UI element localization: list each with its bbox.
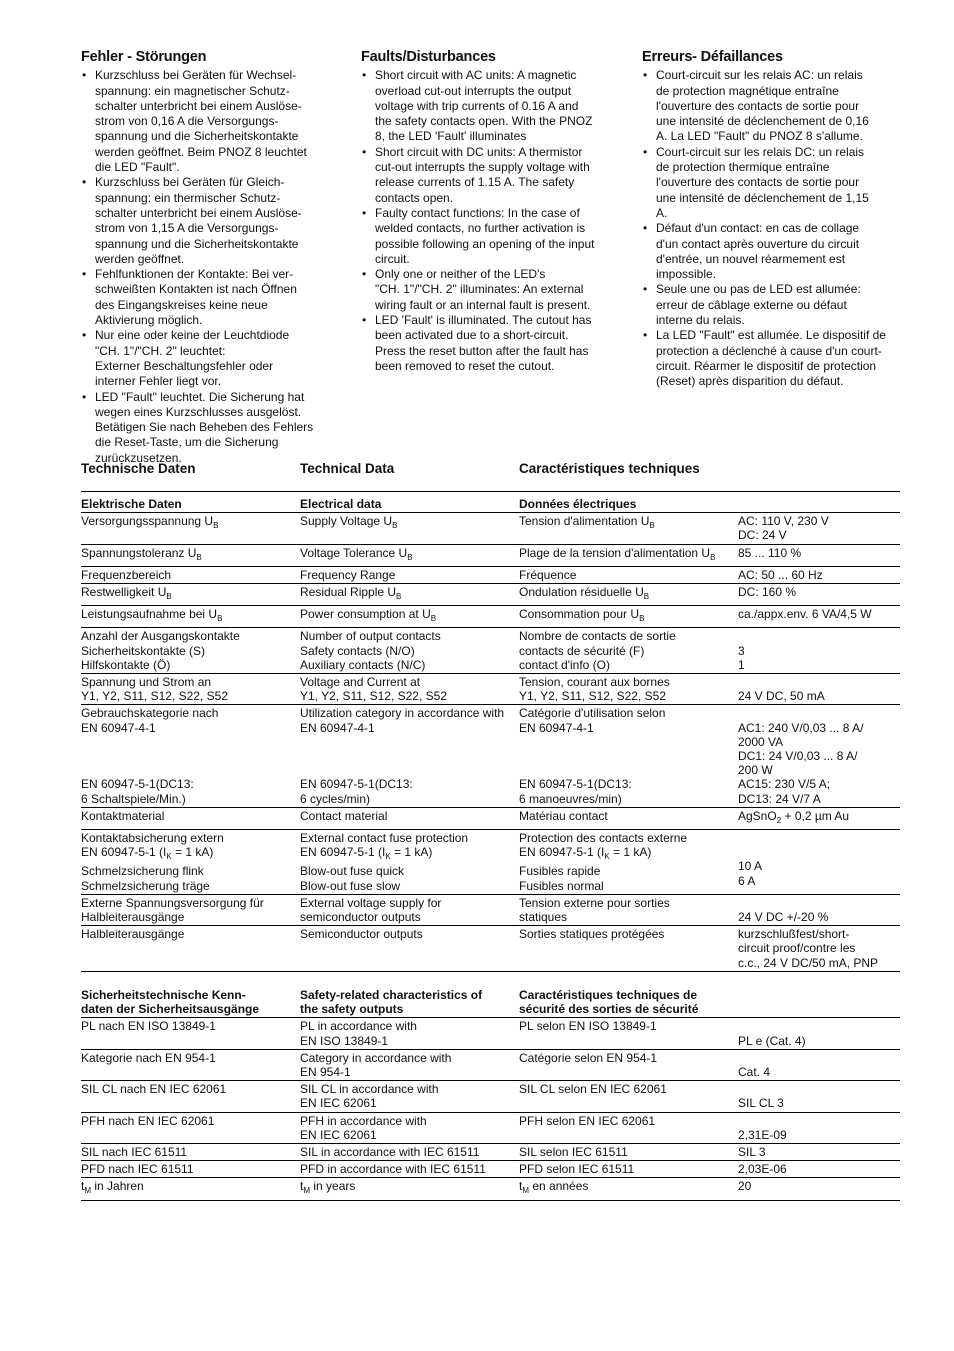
table-row [81, 1178, 900, 1200]
table-row [81, 584, 900, 606]
table-row [81, 513, 900, 544]
table-row [81, 1112, 900, 1143]
table-cell: Matériau contact [519, 807, 738, 829]
fault-item: • Kurzschluss bei Geräten für Gleich- spannung: ein thermischer Schutz- schalter unterbricht bei einem Auslöse- strom von 1,15 A die Versorgungs- spannung und die Sicherheitskontakte werden geöffnet. [95, 175, 333, 267]
table-cell: Contact material [300, 807, 519, 829]
table-cell: PL nach EN ISO 13849-1 [81, 1018, 300, 1049]
fault-item: • Kurzschluss bei Geräten für Wechsel- spannung: ein magnetischer Schutz- schalter unterbricht bei einem Auslöse- strom von 0,16 A die Versorgungs- spannung und die Sicherheitskontakte werden geöffnet. Beim PNOZ 8 leuchtet die LED "Fault". [95, 68, 333, 175]
table-cell: Consommation pour $U_B$ [519, 606, 738, 628]
technical-data-titles [81, 461, 900, 492]
fault-item: • Fehlfunktionen der Kontakte: Bei ver- schweißten Kontakten ist nach Öffnen des Eingangskreises keine neue Aktivierung möglich. [95, 267, 333, 328]
table-row [81, 1049, 900, 1080]
table-cell: External contact fuse protection EN 60947-5-1 ($I_K = 1$ kA) Blow-out fuse quick Blow-out fuse slow [300, 830, 519, 895]
table-cell: AC1: 240 V/0,03 ... 8 A/ 2000 VA DC1: 24 V/0,03 ... 8 A/ 200 W AC15: 230 V/5 A; DC13: 24 V/7 A [738, 705, 900, 807]
fault-list [642, 68, 894, 389]
table-cell: Utilization category in accordance with EN 60947-4-1 EN 60947-5-1(DC13: 6 cycles/min) [300, 705, 519, 807]
table-cell: SIL in accordance with IEC 61511 [300, 1143, 519, 1160]
table-cell: AgSnO$_2$ + 0,2 µm Au [738, 807, 900, 829]
table-cell: External voltage supply for semiconductor outputs [300, 894, 519, 925]
table-row [81, 1161, 900, 1178]
table-row [81, 1143, 900, 1160]
table-cell: 20 [738, 1178, 900, 1200]
table-cell: Elektrische Daten [81, 496, 300, 513]
table-cell: Safety-related characteristics of the safety outputs [300, 971, 519, 1017]
table-cell: Versorgungsspannung $U_B$ [81, 513, 300, 544]
table-cell: PL e (Cat. 4) [738, 1018, 900, 1049]
fault-list [81, 68, 333, 466]
section-heading: Fehler - Störungen [81, 49, 207, 65]
fault-item: • Défaut d'un contact: en cas de collage d'un contact après ouverture du circuit d'entrée, un nouvel réarmement est impossible. [656, 221, 894, 282]
table-cell [738, 971, 900, 1017]
table-cell: Kategorie nach EN 954-1 [81, 1049, 300, 1080]
fault-item: • Court-circuit sur les relais DC: un relais de protection thermique entraîne l'ouverture des contacts de sortie pour une intensité de déclenchement de 1,15 A. [656, 145, 894, 221]
table-row [81, 705, 900, 807]
table-cell: Tension externe pour sorties statiques [519, 894, 738, 925]
table-cell: SIL CL selon EN IEC 62061 [519, 1081, 738, 1112]
table-cell: Données électriques [519, 496, 738, 513]
fault-item: • Short circuit with AC units: A magnetic overload cut-out interrupts the output voltage with trip currents of 0.16 A and the safety contacts open. With the PNOZ 8, the LED 'Fault' illuminates [375, 68, 613, 144]
table-cell: Electrical data [300, 496, 519, 513]
table-cell: Catégorie d'utilisation selon EN 60947-4-1 EN 60947-5-1(DC13: 6 manoeuvres/min) [519, 705, 738, 807]
table-cell: $t_M$ en années [519, 1178, 738, 1200]
table-cell: Supply Voltage $U_B$ [300, 513, 519, 544]
table-cell: Spannung und Strom an Y1, Y2, S11, S12, S22, S52 [81, 674, 300, 705]
table-cell: kurzschlußfest/short- circuit proof/contre les c.c., 24 V DC/50 mA, PNP [738, 926, 900, 972]
table-cell: Tension d'alimentation $U_B$ [519, 513, 738, 544]
table-cell: PFD selon IEC 61511 [519, 1161, 738, 1178]
faults-column-en [361, 50, 613, 374]
table-cell: Voltage Tolerance $U_B$ [300, 544, 519, 566]
table-cell: Restwelligkeit $U_B$ [81, 584, 300, 606]
table-cell: SIL CL nach EN IEC 62061 [81, 1081, 300, 1112]
table-cell: Semiconductor outputs [300, 926, 519, 972]
table-cell: 85 ... 110 % [738, 544, 900, 566]
table-cell: 3 1 [738, 628, 900, 674]
table-cell: Anzahl der Ausgangskontakte Sicherheitskontakte (S) Hilfskontakte (Ö) [81, 628, 300, 674]
table-row [81, 606, 900, 628]
fault-item: • Short circuit with DC units: A thermistor cut-out interrupts the supply voltage with release currents of 1.15 A. The safety contacts open. [375, 145, 613, 206]
table-row [81, 926, 900, 972]
table-cell: PL selon EN ISO 13849-1 [519, 1018, 738, 1049]
table-row [81, 566, 900, 583]
table-cell: Sorties statiques protégées [519, 926, 738, 972]
table-cell: Halbleiterausgänge [81, 926, 300, 972]
faults-column-de [81, 50, 333, 466]
table-cell: Voltage and Current at Y1, Y2, S11, S12, S22, S52 [300, 674, 519, 705]
table-cell: DC: 160 % [738, 584, 900, 606]
table-cell: Kontaktabsicherung extern EN 60947-5-1 ($I_K = 1$ kA) Schmelzsicherung flink Schmelzsicherung träge [81, 830, 300, 895]
table-cell: Frequency Range [300, 566, 519, 583]
table-cell: Cat. 4 [738, 1049, 900, 1080]
table-cell: 24 V DC +/-20 % [738, 894, 900, 925]
table-row [81, 894, 900, 925]
table-cell: Leistungsaufnahme bei $U_B$ [81, 606, 300, 628]
faults-column-fr [642, 50, 894, 390]
table-row [81, 807, 900, 829]
table-cell: ca./appx.env. 6 VA/4,5 W [738, 606, 900, 628]
table-cell: Protection des contacts externe EN 60947-5-1 ($I_K = 1$ kA) Fusibles rapide Fusibles normal [519, 830, 738, 895]
table-cell: 2,03E-06 [738, 1161, 900, 1178]
table-row [81, 674, 900, 705]
title-de: Technische Daten [81, 461, 196, 476]
section-heading: Faults/Disturbances [361, 49, 496, 65]
table-cell: Externe Spannungsversorgung für Halbleiterausgänge [81, 894, 300, 925]
table-cell: PFH in accordance with EN IEC 62061 [300, 1112, 519, 1143]
fault-item: • Seule une ou pas de LED est allumée: erreur de câblage externe ou défaut interne du relais. [656, 282, 894, 328]
table-row [81, 830, 900, 895]
table-cell: Gebrauchskategorie nach EN 60947-4-1 EN 60947-5-1(DC13: 6 Schaltspiele/Min.) [81, 705, 300, 807]
table-cell: Plage de la tension d'alimentation $U_B$ [519, 544, 738, 566]
table-cell: $t_M$ in Jahren [81, 1178, 300, 1200]
table-row [81, 1081, 900, 1112]
table-cell: $t_M$ in years [300, 1178, 519, 1200]
fault-item: • LED "Fault" leuchtet. Die Sicherung hat wegen eines Kurzschlusses ausgelöst. Betätigen Sie nach Beheben des Fehlers die Reset-Taste, um die Sicherung zurückzusetzen. [95, 390, 333, 466]
table-cell: Kontaktmaterial [81, 807, 300, 829]
table-cell: Catégorie selon EN 954-1 [519, 1049, 738, 1080]
table-cell: Frequenzbereich [81, 566, 300, 583]
table-cell: SIL CL in accordance with EN IEC 62061 [300, 1081, 519, 1112]
fault-item: • Only one or neither of the LED's "CH. 1"/"CH. 2" illuminates: An external wiring fault or an internal fault is present. [375, 267, 613, 313]
table-section-row [81, 971, 900, 1017]
table-cell: Category in accordance with EN 954-1 [300, 1049, 519, 1080]
table-cell: PL in accordance with EN ISO 13849-1 [300, 1018, 519, 1049]
table-cell: 10 A 6 A [738, 830, 900, 895]
table-cell: 24 V DC, 50 mA [738, 674, 900, 705]
technical-data-table [81, 461, 900, 1201]
table-row [81, 628, 900, 674]
fault-item: • LED 'Fault' is illuminated. The cutout has been activated due to a short-circuit. Press the reset button after the fault has been removed to reset the cutout. [375, 313, 613, 374]
fault-item: • Faulty contact functions: In the case of welded contacts, no further activation is possible following an opening of the input circuit. [375, 206, 613, 267]
table-row [81, 544, 900, 566]
fault-item: • La LED "Fault" est allumée. Le dispositif de protection a déclenché à cause d'un court- circuit. Réarmer le dispositif de protection (Reset) après disparition du défaut. [656, 328, 894, 389]
table-cell: SIL CL 3 [738, 1081, 900, 1112]
table-cell: Residual Ripple $U_B$ [300, 584, 519, 606]
title-fr: Caractéristiques techniques [519, 461, 700, 476]
title-en: Technical Data [300, 461, 395, 476]
table-cell: Fréquence [519, 566, 738, 583]
table-cell: SIL selon IEC 61511 [519, 1143, 738, 1160]
table-cell: Ondulation résiduelle $U_B$ [519, 584, 738, 606]
table-cell: Caractéristiques techniques de sécurité des sorties de sécurité [519, 971, 738, 1017]
table-cell: Number of output contacts Safety contacts (N/O) Auxiliary contacts (N/C) [300, 628, 519, 674]
table-cell: AC: 50 ... 60 Hz [738, 566, 900, 583]
table-cell: SIL nach IEC 61511 [81, 1143, 300, 1160]
table-cell: SIL 3 [738, 1143, 900, 1160]
table-cell: PFD nach IEC 61511 [81, 1161, 300, 1178]
table-cell: PFD in accordance with IEC 61511 [300, 1161, 519, 1178]
section-heading: Erreurs- Défaillances [642, 49, 783, 65]
fault-list [361, 68, 613, 374]
table-row [81, 1018, 900, 1049]
table-cell: 2,31E-09 [738, 1112, 900, 1143]
table-cell: Power consumption at $U_B$ [300, 606, 519, 628]
table-cell: Nombre de contacts de sortie contacts de sécurité (F) contact d'info (O) [519, 628, 738, 674]
fault-item: • Court-circuit sur les relais AC: un relais de protection magnétique entraîne l'ouverture des contacts de sortie pour une intensité de déclenchement de 0,16 A. La LED "Fault" du PNOZ 8 s'allume. [656, 68, 894, 144]
table-cell: Spannungstoleranz $U_B$ [81, 544, 300, 566]
table-cell: Sicherheitstechnische Kenn- daten der Sicherheitsausgänge [81, 971, 300, 1017]
table-section-row [81, 496, 900, 513]
table-cell: Tension, courant aux bornes Y1, Y2, S11, S12, S22, S52 [519, 674, 738, 705]
table-cell [738, 496, 900, 513]
fault-item: • Nur eine oder keine der Leuchtdiode "CH. 1"/"CH. 2" leuchtet: Externer Beschaltungsfehler oder interner Fehler liegt vor. [95, 328, 333, 389]
table-cell: PFH nach EN IEC 62061 [81, 1112, 300, 1143]
table-cell: PFH selon EN IEC 62061 [519, 1112, 738, 1143]
table-cell: AC: 110 V, 230 V DC: 24 V [738, 513, 900, 544]
